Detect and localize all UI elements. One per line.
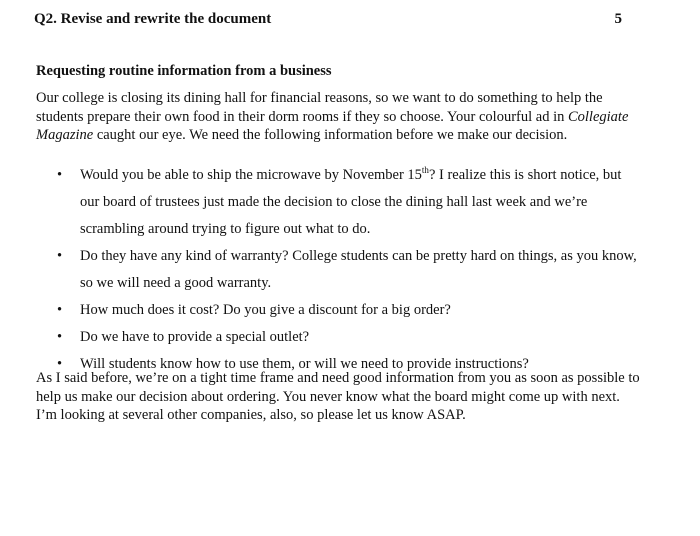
list-item — [36, 324, 640, 351]
question-label: Q2. Revise and rewrite the document — [34, 11, 272, 27]
bullet-text: Do they have any kind of warranty? College students can be pretty hard on things, as you know, so we will need a good warranty. — [80, 248, 637, 291]
list-item — [36, 297, 640, 324]
bullet-text: Do we have to provide a special outlet? — [80, 329, 310, 345]
intro-text-part2: caught our eye. We need the following information before we make our decision. — [93, 127, 568, 143]
bullet-text: How much does it cost? Do you give a discount for a big order? — [80, 302, 451, 318]
bullet-icon: • — [57, 356, 63, 372]
intro-paragraph — [36, 89, 640, 145]
bullet-icon: • — [57, 167, 63, 183]
question-header — [34, 11, 622, 33]
intro-text-part1: Our college is closing its dining hall for financial reasons, so we want to do something to help the students prepare their own food in their dorm rooms if they so choose. Your colourful ad in — [36, 90, 603, 125]
magazine-title: Collegiate Magazine — [36, 108, 629, 143]
bullet-icon: • — [57, 302, 63, 318]
bullet-icon: • — [57, 329, 63, 345]
ordinal-suffix: th — [421, 165, 429, 176]
bullet-text-before-sup: Would you be able to ship the microwave by November 15 — [80, 167, 422, 183]
closing-paragraph: As I said before, we’re on a tight time frame and need good information from you as soon as possible to help us make our decision about ordering. You never know what the board might come up with next. I’m looking at several other companies, also, so please let us know ASAP. — [36, 370, 640, 423]
bullet-text-after-sup: ? I realize this is short notice, but our board of trustees just made the decision to close the dining hall last week and we’re scrambling around trying to figure out what to do. — [80, 167, 622, 237]
list-item — [36, 243, 640, 297]
list-item — [36, 162, 640, 243]
question-marks: 5 — [614, 11, 622, 27]
question-list — [36, 162, 640, 378]
letter-heading: Requesting routine information from a business — [36, 63, 332, 79]
bullet-text: Will students know how to use them, or will we need to provide instructions? — [80, 356, 529, 372]
bullet-icon: • — [57, 248, 63, 264]
